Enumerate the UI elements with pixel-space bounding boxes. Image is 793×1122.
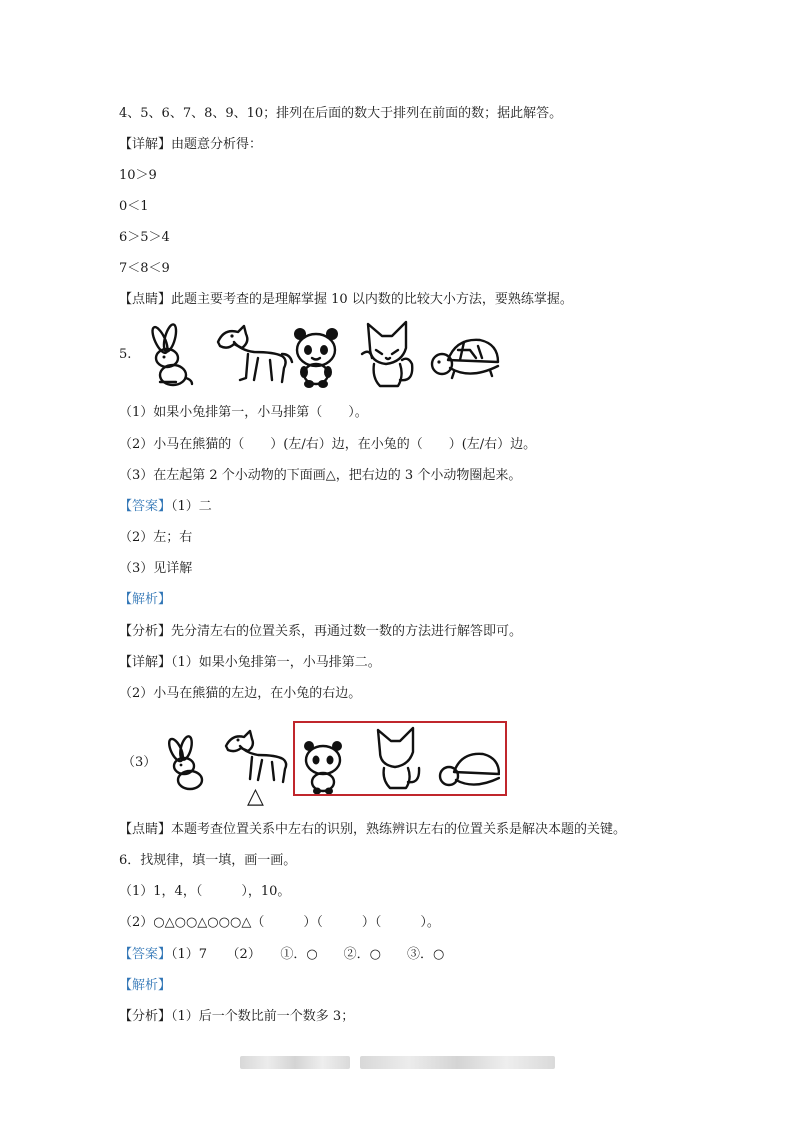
selection-circle xyxy=(293,721,507,796)
detail-tag: 【详解】 xyxy=(119,137,172,152)
rabbit-icon xyxy=(166,735,202,789)
blurred-watermark xyxy=(360,1056,555,1069)
panda-icon xyxy=(294,328,338,388)
answer-text: （1）7 （2） ①．○ ②．○ ③．○ xyxy=(171,947,445,962)
question-6-part-2: （2）○△○○△○○○△（ ）（ ）（ ）。 xyxy=(119,915,440,930)
horse-icon xyxy=(218,326,292,382)
fenxi-tag: 【分析】 xyxy=(119,1009,172,1024)
question-6-part-1: （1）1，4，（ ），10。 xyxy=(119,884,291,899)
detail-line xyxy=(119,137,262,153)
answer-text: （1）二 xyxy=(171,499,212,514)
question-5-part-1: （1）如果小兔排第一，小马排第（ ）。 xyxy=(119,405,368,420)
fenxi-text: 先分清左右的位置关系，再通过数一数的方法进行解答即可。 xyxy=(171,624,523,639)
analysis-tag: 【解析】 xyxy=(119,592,172,607)
remark-text: 本题考查位置关系中左右的识别，熟练辨识左右的位置关系是解决本题的关键。 xyxy=(171,822,627,837)
analysis-line xyxy=(119,624,522,640)
math-line: 7＜8＜9 xyxy=(119,261,170,276)
math-line: 6＞5＞4 xyxy=(119,230,170,245)
horse-icon xyxy=(226,731,286,782)
analysis-tag: 【解析】 xyxy=(119,978,172,993)
question-5-number: 5. xyxy=(119,347,132,362)
detail-tag: 【详解】 xyxy=(119,655,172,670)
answer-tag: 【答案】 xyxy=(119,947,172,962)
math-line: 10＞9 xyxy=(119,168,157,183)
detail-text: 由题意分析得： xyxy=(171,137,263,152)
answer-line: （2）左；右 xyxy=(119,530,193,545)
question-6: 6．找规律，填一填，画一画。 xyxy=(119,853,297,868)
rabbit-icon xyxy=(150,323,192,385)
remark-tag: 【点睛】 xyxy=(119,822,172,837)
answer-line xyxy=(119,499,212,515)
detail-text: （1）如果小兔排第一，小马排第二。 xyxy=(171,655,381,670)
answer-tag: 【答案】 xyxy=(119,499,172,514)
math-line: 0＜1 xyxy=(119,199,149,214)
blurred-watermark xyxy=(240,1056,350,1069)
remark-text: 此题主要考查的是理解掌握 10 以内数的比较大小方法，要熟练掌握。 xyxy=(171,292,573,307)
answer-line xyxy=(119,947,444,963)
analysis-line xyxy=(119,1009,354,1025)
turtle-icon xyxy=(432,340,498,378)
question-5-part-2: （2）小马在熊猫的（ ）(左/右）边，在小兔的（ ）(左/右）边。 xyxy=(119,437,537,452)
remark-tag: 【点睛】 xyxy=(119,292,172,307)
remark-line xyxy=(119,292,573,308)
answer-line: （3）见详解 xyxy=(119,561,193,576)
detail-line xyxy=(119,655,381,671)
fenxi-tag: 【分析】 xyxy=(119,624,172,639)
figure-3-label: （3） xyxy=(122,755,157,770)
animal-row xyxy=(140,320,500,392)
fenxi-text: （1）后一个数比前一个数多 3； xyxy=(171,1009,355,1024)
remark-line xyxy=(119,822,626,838)
text-line: 4、5、6、7、8、9、10；排列在后面的数大于排列在前面的数；据此解答。 xyxy=(119,106,563,121)
question-5-part-3: （3）在左起第 2 个小动物的下面画△，把右边的 3 个小动物圈起来。 xyxy=(119,468,522,483)
triangle-mark: △ xyxy=(247,784,264,809)
detail-line: （2）小马在熊猫的左边，在小兔的右边。 xyxy=(119,686,362,701)
fox-icon xyxy=(362,322,412,386)
